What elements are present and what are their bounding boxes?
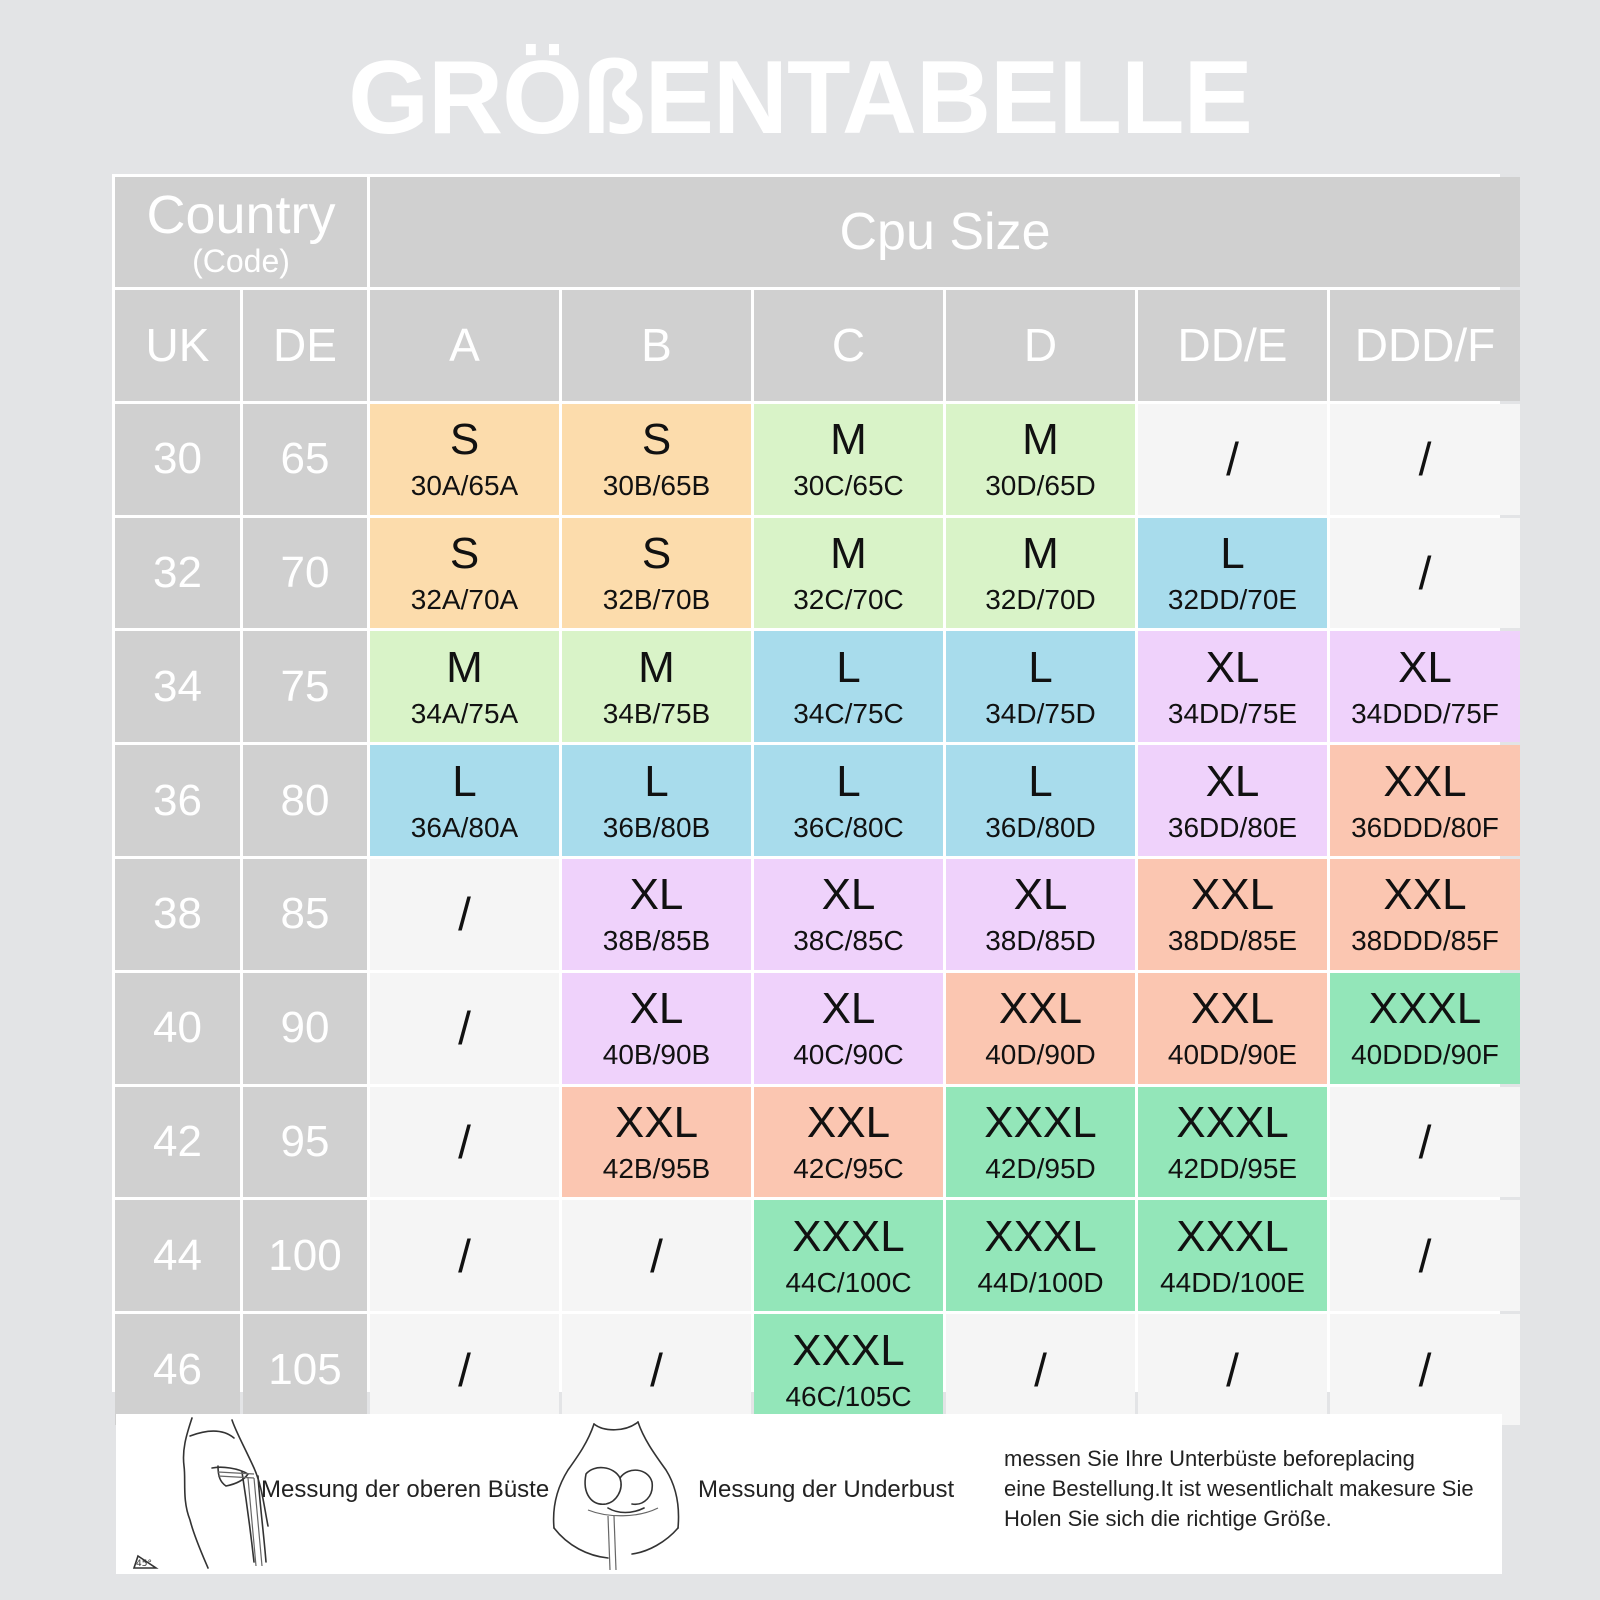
size-cell-cup-dd-e xyxy=(1138,518,1327,629)
size-cell-cup-a xyxy=(370,745,559,856)
size-code: 42B/95B xyxy=(602,1152,711,1184)
size-code: 42D/95D xyxy=(985,1152,1096,1184)
row-header-de: 90 xyxy=(243,973,367,1084)
size-code: 38DDD/85F xyxy=(1351,925,1499,957)
size-cell-cup-ddd-f xyxy=(1330,973,1520,1084)
unavailable-mark: / xyxy=(458,1002,471,1055)
size-cell-cup-d xyxy=(946,631,1135,742)
cup-size-header-label: Cpu Size xyxy=(839,203,1051,261)
size-label: XXL xyxy=(1383,756,1467,806)
size-cell-cup-d xyxy=(946,745,1135,856)
size-label: M xyxy=(638,642,675,692)
size-code: 40B/90B xyxy=(602,1039,711,1071)
size-code: 38DD/85E xyxy=(1167,925,1298,957)
unavailable-mark: / xyxy=(1418,1115,1432,1168)
size-code: 32B/70B xyxy=(602,583,711,615)
column-header-uk: UK xyxy=(115,290,240,401)
size-label: XXL xyxy=(1383,870,1467,920)
size-code: 30A/65A xyxy=(410,470,519,502)
size-cell-cup-d xyxy=(946,1314,1135,1425)
column-header-cup-ddd-f: DDD/F xyxy=(1330,290,1520,401)
size-code: 40D/90D xyxy=(985,1039,1096,1071)
column-header-cup-a: A xyxy=(370,290,559,401)
row-header-uk: 40 xyxy=(115,973,240,1084)
country-header-label: Country xyxy=(146,185,336,245)
unavailable-mark: / xyxy=(650,1343,663,1396)
measurement-note-line: eine Bestellung.It ist wesentlichalt makesure Sie xyxy=(1004,1476,1474,1501)
size-cell-cup-ddd-f xyxy=(1330,631,1520,742)
row-header-uk: 36 xyxy=(115,745,240,856)
unavailable-mark: / xyxy=(1418,546,1432,599)
size-cell-cup-a xyxy=(370,1200,559,1311)
column-header-cup-b: B xyxy=(562,290,751,401)
size-code: 34D/75D xyxy=(985,697,1096,729)
size-cell-cup-c xyxy=(754,1314,943,1425)
unavailable-mark: / xyxy=(458,1229,471,1282)
unavailable-mark: / xyxy=(458,1343,471,1396)
size-label: S xyxy=(641,415,672,465)
size-cell-cup-ddd-f xyxy=(1330,1314,1520,1425)
size-code: 40C/90C xyxy=(793,1039,904,1071)
size-label: S xyxy=(449,528,480,578)
size-cell-cup-c xyxy=(754,859,943,970)
size-code: 30C/65C xyxy=(793,470,904,502)
size-cell-cup-a xyxy=(370,1087,559,1198)
size-cell-cup-dd-e xyxy=(1138,1200,1327,1311)
size-code: 44DD/100E xyxy=(1160,1266,1305,1298)
size-cell-cup-a xyxy=(370,518,559,629)
size-cell-cup-dd-e xyxy=(1138,631,1327,742)
size-label: L xyxy=(836,756,861,806)
size-cell-cup-b xyxy=(562,1200,751,1311)
row-header-de: 70 xyxy=(243,518,367,629)
row-header-uk: 38 xyxy=(115,859,240,970)
size-label: XXL xyxy=(806,1097,891,1147)
size-label: L xyxy=(836,642,861,692)
size-label: XXL xyxy=(614,1097,699,1147)
row-header-uk: 46 xyxy=(115,1314,240,1425)
size-cell-cup-b xyxy=(562,745,751,856)
column-header-cup-dd-e: DD/E xyxy=(1138,290,1327,401)
size-label: XXXL xyxy=(984,1211,1097,1261)
size-cell-cup-c xyxy=(754,1087,943,1198)
size-code: 46C/105C xyxy=(785,1380,912,1412)
size-cell-cup-b xyxy=(562,631,751,742)
size-code: 30B/65B xyxy=(602,470,711,502)
size-code: 32C/70C xyxy=(793,583,904,615)
country-header xyxy=(115,177,367,287)
row-header-uk: 44 xyxy=(115,1200,240,1311)
size-cell-cup-a xyxy=(370,404,559,515)
country-code-label: (Code) xyxy=(192,243,290,279)
size-cell-cup-c xyxy=(754,404,943,515)
size-cell-cup-dd-e xyxy=(1138,973,1327,1084)
size-label: XXL xyxy=(998,984,1083,1034)
size-label: S xyxy=(641,528,672,578)
row-header-de: 80 xyxy=(243,745,367,856)
row-header-uk: 32 xyxy=(115,518,240,629)
unavailable-mark: / xyxy=(1226,433,1239,486)
page-title: GRÖßENTABELLE xyxy=(348,40,1252,156)
row-header-uk: 30 xyxy=(115,404,240,515)
size-label: M xyxy=(830,415,867,465)
size-code: 44D/100D xyxy=(977,1266,1104,1298)
size-code: 44C/100C xyxy=(785,1266,912,1298)
size-cell-cup-dd-e xyxy=(1138,745,1327,856)
size-code: 40DD/90E xyxy=(1167,1039,1298,1071)
size-cell-cup-b xyxy=(562,859,751,970)
size-label: XXXL xyxy=(1176,1097,1289,1147)
size-cell-cup-c xyxy=(754,745,943,856)
size-code: 42DD/95E xyxy=(1167,1152,1298,1184)
size-label: XL xyxy=(1398,642,1452,692)
angle-label: 45° xyxy=(136,1559,152,1569)
size-label: XXXL xyxy=(792,1211,905,1261)
size-code: 36A/80A xyxy=(410,811,519,843)
size-code: 30D/65D xyxy=(985,470,1096,502)
row-header-de: 75 xyxy=(243,631,367,742)
size-label: XL xyxy=(629,984,684,1034)
size-code: 36DD/80E xyxy=(1167,811,1298,843)
size-label: L xyxy=(1028,756,1053,806)
row-header-uk: 42 xyxy=(115,1087,240,1198)
size-chart-table xyxy=(112,174,1500,1412)
size-label: L xyxy=(1028,642,1053,692)
size-cell-cup-dd-e xyxy=(1138,404,1327,515)
size-label: XL xyxy=(1205,642,1260,692)
size-cell-cup-d xyxy=(946,404,1135,515)
size-cell-cup-d xyxy=(946,1087,1135,1198)
torso-upper-bust-measure-icon xyxy=(122,1416,272,1572)
size-cell-cup-ddd-f xyxy=(1330,518,1520,629)
size-code: 34B/75B xyxy=(602,697,711,729)
unavailable-mark: / xyxy=(1418,433,1432,486)
size-cell-cup-d xyxy=(946,973,1135,1084)
row-header-de: 105 xyxy=(243,1314,367,1425)
size-code: 38B/85B xyxy=(602,925,711,957)
size-label: M xyxy=(830,528,867,578)
size-label: M xyxy=(1022,528,1059,578)
size-code: 34A/75A xyxy=(410,697,519,729)
size-cell-cup-b xyxy=(562,1087,751,1198)
size-cell-cup-a xyxy=(370,631,559,742)
size-label: M xyxy=(446,642,483,692)
size-code: 36D/80D xyxy=(985,811,1096,843)
column-header-de: DE xyxy=(243,290,367,401)
size-cell-cup-c xyxy=(754,973,943,1084)
cup-size-header xyxy=(370,177,1520,287)
size-cell-cup-dd-e xyxy=(1138,1087,1327,1198)
size-label: XXXL xyxy=(1176,1211,1289,1261)
size-cell-cup-c xyxy=(754,1200,943,1311)
size-code: 34DD/75E xyxy=(1167,697,1298,729)
size-label: L xyxy=(1220,528,1245,578)
size-code: 36C/80C xyxy=(793,811,904,843)
size-code: 32D/70D xyxy=(985,583,1096,615)
unavailable-mark: / xyxy=(458,1115,471,1168)
size-label: XXXL xyxy=(792,1325,905,1375)
size-label: XXL xyxy=(1190,984,1275,1034)
size-cell-cup-c xyxy=(754,631,943,742)
size-cell-cup-ddd-f xyxy=(1330,745,1520,856)
column-header-cup-d: D xyxy=(946,290,1135,401)
unavailable-mark: / xyxy=(650,1229,663,1282)
size-label: XXL xyxy=(1190,870,1275,920)
size-cell-cup-c xyxy=(754,518,943,629)
unavailable-mark: / xyxy=(1034,1343,1047,1396)
torso-underbust-measure-icon xyxy=(548,1416,688,1572)
size-cell-cup-dd-e xyxy=(1138,859,1327,970)
size-label: XL xyxy=(821,870,876,920)
size-code: 40DDD/90F xyxy=(1351,1039,1499,1071)
size-label: XL xyxy=(821,984,876,1034)
size-cell-cup-d xyxy=(946,1200,1135,1311)
unavailable-mark: / xyxy=(1226,1343,1239,1396)
size-cell-cup-ddd-f xyxy=(1330,1087,1520,1198)
size-label: XL xyxy=(629,870,684,920)
row-header-de: 65 xyxy=(243,404,367,515)
row-header-de: 95 xyxy=(243,1087,367,1198)
size-label: XXXL xyxy=(984,1097,1097,1147)
size-cell-cup-b xyxy=(562,973,751,1084)
size-label: XXXL xyxy=(1368,984,1482,1034)
size-code: 36DDD/80F xyxy=(1351,811,1499,843)
row-header-de: 85 xyxy=(243,859,367,970)
size-cell-cup-ddd-f xyxy=(1330,404,1520,515)
unavailable-mark: / xyxy=(1418,1343,1432,1396)
size-cell-cup-d xyxy=(946,859,1135,970)
size-label: M xyxy=(1022,415,1059,465)
size-code: 32A/70A xyxy=(410,583,519,615)
size-cell-cup-b xyxy=(562,404,751,515)
size-cell-cup-b xyxy=(562,1314,751,1425)
row-header-uk: 34 xyxy=(115,631,240,742)
measurement-note xyxy=(1004,1444,1499,1534)
size-cell-cup-a xyxy=(370,973,559,1084)
size-label: L xyxy=(452,756,477,806)
size-label: XL xyxy=(1205,756,1260,806)
measurement-note-line: messen Sie Ihre Unterbüste beforeplacing xyxy=(1004,1446,1415,1471)
size-cell-cup-b xyxy=(562,518,751,629)
size-code: 42C/95C xyxy=(793,1152,904,1184)
row-header-de: 100 xyxy=(243,1200,367,1311)
measurement-note-line: Holen Sie sich die richtige Größe. xyxy=(1004,1506,1332,1531)
size-code: 32DD/70E xyxy=(1167,583,1298,615)
measurement-guide xyxy=(116,1414,1502,1574)
size-label: XL xyxy=(1013,870,1068,920)
size-code: 34DDD/75F xyxy=(1351,697,1499,729)
size-code: 36B/80B xyxy=(602,811,711,843)
size-cell-cup-a xyxy=(370,1314,559,1425)
size-cell-cup-ddd-f xyxy=(1330,859,1520,970)
size-cell-cup-dd-e xyxy=(1138,1314,1327,1425)
size-code: 38D/85D xyxy=(985,925,1096,957)
size-code: 38C/85C xyxy=(793,925,904,957)
column-header-cup-c: C xyxy=(754,290,943,401)
unavailable-mark: / xyxy=(1418,1229,1432,1282)
size-code: 34C/75C xyxy=(793,697,904,729)
size-cell-cup-a xyxy=(370,859,559,970)
size-cell-cup-d xyxy=(946,518,1135,629)
size-label: L xyxy=(644,756,669,806)
size-cell-cup-ddd-f xyxy=(1330,1200,1520,1311)
upper-bust-caption: Messung der oberen Büste xyxy=(261,1476,550,1503)
underbust-caption: Messung der Underbust xyxy=(698,1476,955,1503)
size-label: S xyxy=(449,415,480,465)
unavailable-mark: / xyxy=(458,888,471,941)
